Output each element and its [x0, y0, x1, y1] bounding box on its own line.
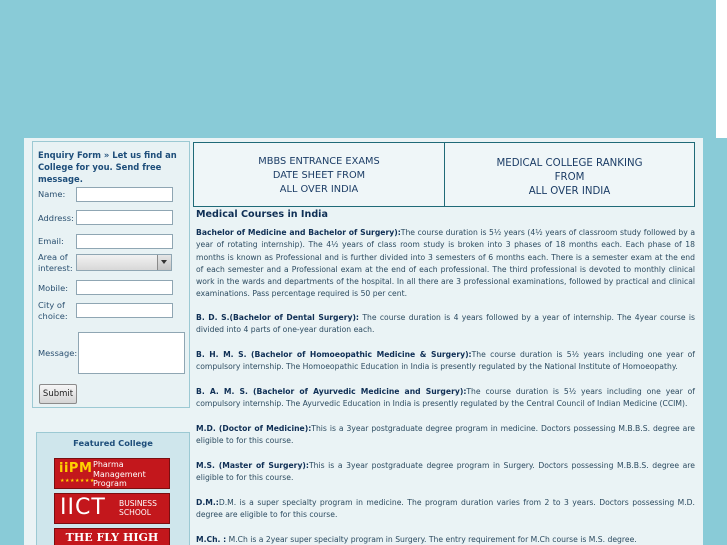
course-title: B. D. S.(Bachelor of Dental Surgery):: [196, 313, 359, 322]
course-ms: [196, 460, 695, 485]
course-bams: [196, 386, 695, 411]
mobile-input[interactable]: [76, 280, 173, 295]
course-md: [196, 423, 695, 448]
course-title: B. H. M. S. (Bachelor of Homoeopathic Medicine & Surgery):: [196, 350, 472, 359]
featured-college-title: Featured College: [73, 438, 153, 448]
course-title: B. A. M. S. (Bachelor of Ayurvedic Medicine and Surgery):: [196, 387, 467, 396]
banner-row: [193, 142, 695, 207]
city-input[interactable]: [76, 303, 173, 318]
submit-button[interactable]: Submit: [39, 384, 77, 404]
fly-high-logo-link[interactable]: [54, 528, 170, 545]
area-of-interest-select[interactable]: [76, 254, 172, 271]
area-of-interest-label: Area of interest:: [38, 252, 73, 273]
city-of-choice-label: City of choice:: [38, 300, 68, 321]
star-icon-row: ★★★★★★★: [60, 478, 95, 484]
course-text: This is a 3year postgraduate degree program in Surgery. Doctors possessing M.B.B.S. degree are eligible to for this course.: [196, 461, 695, 483]
course-title: M.Ch. :: [196, 535, 227, 544]
course-title: M.S. (Master of Surgery):: [196, 461, 309, 470]
course-title: Bachelor of Medicine and Bachelor of Surgery):: [196, 228, 401, 237]
course-mbbs: [196, 227, 695, 301]
course-title: D.M.:: [196, 498, 219, 507]
iipm-logo-mark: iiPM: [59, 461, 93, 476]
email-label: Email:: [38, 236, 64, 246]
banner-line: MEDICAL COLLEGE RANKING: [496, 158, 643, 169]
banner-line: FROM: [554, 172, 585, 183]
college-ranking-banner[interactable]: [445, 143, 694, 206]
course-text: The course duration is 5½ years including one year of compulsory internship. The Homoeopathic Education in India is presently regulated by the National Institute of Homoeopathy.: [196, 350, 695, 372]
mobile-label: Mobile:: [38, 283, 69, 293]
email-input[interactable]: [76, 234, 173, 249]
iipm-logo-mark-area: [58, 461, 95, 486]
featured-college-box: [36, 432, 190, 545]
iipm-logo-text: Pharma Management Program: [93, 460, 146, 488]
banner-line: ALL OVER INDIA: [528, 186, 611, 197]
page-header-band: [0, 0, 727, 138]
iict-logo-text: BUSINESS SCHOOL: [119, 499, 157, 517]
address-input[interactable]: [76, 210, 173, 225]
course-text: The course duration is 5½ years (4½ years of classroom study followed by a year of rotating internship). The 4½ years of class room study is broken into 3 phases of 18 months each. Each phase of 18 months is known as Professional and is further divided into 3 semesters of 6 months each. There is a semester exam at the end of each semester and a Professional exam at the end of each professional. The third professional is devoted to monthly clinical work in the wards and departments of the hospital. In all there are 3 professional examinations, followed by practical and clinical examinations. Pass percentage required is 50 per cent.: [196, 228, 696, 299]
course-text: The course duration is 5½ years including one year of compulsory internship. The Ayurvedic Education in India is presently regulated by the Central Council of Indian Medicine (CCIM).: [196, 387, 695, 409]
message-textarea[interactable]: [78, 332, 185, 374]
iict-logo-link[interactable]: [54, 493, 170, 524]
iict-logo-mark: IICT: [60, 495, 106, 520]
message-label: Message:: [38, 348, 78, 358]
course-title: M.D. (Doctor of Medicine):: [196, 424, 312, 433]
course-text: M.Ch is a 2year super specialty program in Surgery. The entry requirement for M.Ch course is M.S. degree.: [226, 535, 637, 544]
mbbs-exams-banner[interactable]: [194, 143, 444, 206]
header-edge: [716, 0, 727, 138]
banner-line: DATE SHEET FROM: [272, 170, 366, 181]
course-text: D.M. is a super specialty program in medicine. The program duration varies from 2 to 3 years. Doctors possessing M.D. degree are eligible to for this course.: [196, 498, 695, 520]
page-body: [24, 138, 703, 545]
select-arrow-button[interactable]: [157, 255, 171, 270]
course-text: The course duration is 4 years followed by a year of internship. The 4year course is divided into 4 parts of one-year duration each.: [196, 313, 695, 335]
course-text: This is a 3year postgraduate degree program in medicine. Doctors possessing M.B.B.S. degree are eligible to for this course.: [196, 424, 696, 446]
course-mch: [196, 534, 695, 545]
name-input[interactable]: [76, 187, 173, 202]
banner-line: ALL OVER INDIA: [279, 184, 359, 195]
enquiry-form: [32, 141, 190, 408]
banner-line: MBBS ENTRANCE EXAMS: [258, 156, 380, 167]
course-bds: [196, 312, 695, 337]
course-bhms: [196, 349, 695, 374]
iipm-logo-link[interactable]: [54, 458, 170, 489]
page-title: Medical Courses in India: [196, 209, 328, 220]
course-dm: [196, 497, 695, 522]
chevron-down-icon: [161, 260, 167, 264]
address-label: Address:: [38, 213, 74, 223]
enquiry-form-title: Enquiry Form » Let us find an College for you. Send free message.: [38, 150, 177, 184]
name-label: Name:: [38, 189, 66, 199]
fly-high-logo-text: THE FLY HIGH: [65, 531, 159, 544]
